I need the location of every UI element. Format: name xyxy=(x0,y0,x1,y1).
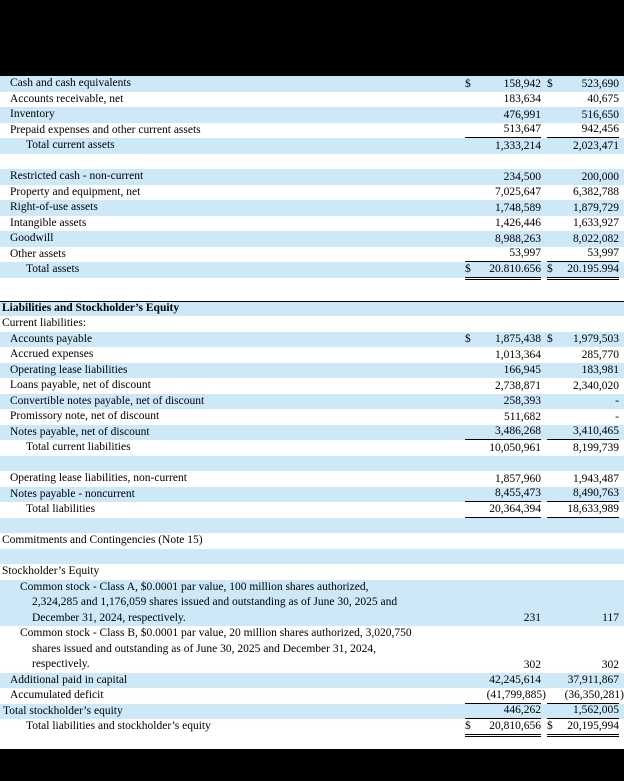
table-row xyxy=(0,231,624,247)
cell-value: 1,875,438 xyxy=(495,333,541,345)
cell-value: 1,426,446 xyxy=(495,217,541,229)
value-col2 xyxy=(547,502,619,518)
table-row xyxy=(0,487,624,503)
value-col2 xyxy=(547,657,619,673)
row-label: Cash and cash equivalents xyxy=(10,77,132,89)
value-col1 xyxy=(465,611,541,627)
value-col2 xyxy=(547,169,619,185)
table-row xyxy=(0,409,624,425)
row-label: Right-of-use assets xyxy=(10,201,98,213)
dollar-sign: $ xyxy=(465,719,471,732)
cell-value: 20,810,656 xyxy=(489,719,541,732)
row-label: Total stockholder’s equity xyxy=(3,704,123,717)
balance-sheet-table xyxy=(0,76,624,749)
cell-value: 40,675 xyxy=(587,93,619,105)
row-label: Accounts receivable, net xyxy=(10,92,124,105)
dollar-sign: $ xyxy=(547,719,553,732)
cell-value: 117 xyxy=(602,612,619,624)
row-label-line: 2,324,285 and 1,176,059 shares issued and outstanding as of June 30, 2025 and xyxy=(32,596,398,608)
cell-value: 18,633,989 xyxy=(567,502,619,515)
table-row xyxy=(0,673,624,689)
value-col1 xyxy=(465,347,541,363)
row-label: Intangible assets xyxy=(10,216,87,229)
value-col1 xyxy=(465,440,541,456)
row-label: Convertible notes payable, net of discount xyxy=(10,394,205,407)
cell-value: 1,633,927 xyxy=(573,217,619,229)
cell-value: 8,455,473 xyxy=(495,487,541,499)
value-col2 xyxy=(547,688,624,704)
table-row xyxy=(0,564,624,580)
row-label: Stockholder’s Equity xyxy=(2,565,100,577)
row-label: Restricted cash - non-current xyxy=(10,170,144,182)
value-col2 xyxy=(547,185,619,201)
row-label: Operating lease liabilities, non-current xyxy=(10,472,187,484)
cell-value: 1,013,364 xyxy=(495,348,541,361)
row-label-line: respectively. xyxy=(32,658,90,670)
value-col1 xyxy=(465,425,541,441)
value-col1 xyxy=(465,123,541,139)
cell-value: 1,333,214 xyxy=(495,139,541,152)
value-col2 xyxy=(547,231,619,247)
row-label: Additional paid in capital xyxy=(10,673,128,686)
cell-value: 3,410,465 xyxy=(573,425,619,437)
cell-value: 37,911,867 xyxy=(567,674,619,686)
dollar-sign: $ xyxy=(547,333,553,345)
row-label: Goodwill xyxy=(10,232,54,244)
value-col1 xyxy=(465,169,541,185)
row-label xyxy=(0,626,465,673)
balance-sheet-rows xyxy=(0,76,624,735)
redacted-header-block xyxy=(0,0,624,76)
value-col1 xyxy=(465,719,541,735)
row-label xyxy=(0,580,465,627)
table-row xyxy=(0,502,624,518)
value-col2 xyxy=(547,138,619,154)
cell-value: 1,748,589 xyxy=(495,201,541,214)
row-label: Property and equipment, net xyxy=(10,185,141,198)
cell-value: 6,382,788 xyxy=(573,186,619,198)
table-row xyxy=(0,247,624,263)
value-col1 xyxy=(465,471,541,487)
cell-value: 158,942 xyxy=(503,77,541,90)
dollar-sign: $ xyxy=(547,77,553,90)
value-col2 xyxy=(547,76,619,92)
cell-value: 942,456 xyxy=(581,123,619,135)
table-row xyxy=(0,216,624,232)
value-col2 xyxy=(547,363,619,379)
row-label: Total assets xyxy=(26,263,80,275)
table-row xyxy=(0,138,624,154)
spacer-row xyxy=(0,549,624,565)
value-col1 xyxy=(465,502,541,518)
cell-value: 53,997 xyxy=(509,247,541,259)
cell-value: 231 xyxy=(523,612,541,624)
table-row xyxy=(0,107,624,123)
cell-value: 302 xyxy=(601,658,619,671)
table-row xyxy=(0,332,624,348)
cell-value: 285,770 xyxy=(581,348,619,361)
value-col1 xyxy=(465,247,541,263)
table-row xyxy=(0,76,624,92)
spacer-row xyxy=(0,456,624,472)
value-col2 xyxy=(547,409,619,425)
spacer-row xyxy=(0,278,624,301)
value-col2 xyxy=(547,471,619,487)
value-col1 xyxy=(465,673,541,689)
row-label: Inventory xyxy=(10,108,55,120)
row-label-line: Common stock - Class A, $0.0001 par value, 100 million shares authorized, xyxy=(20,580,369,593)
value-col1 xyxy=(465,394,541,410)
cell-value: 2,738,871 xyxy=(495,379,541,392)
row-label: Liabilities and Stockholder’s Equity xyxy=(2,301,180,314)
table-row xyxy=(0,363,624,379)
value-col2 xyxy=(547,440,619,456)
table-row xyxy=(0,378,624,394)
row-label-line: Common stock - Class B, $0.0001 par value, 20 million shares authorized, 3,020,750 xyxy=(20,627,412,639)
table-row xyxy=(0,719,624,735)
row-label: Accrued expenses xyxy=(10,348,94,360)
cell-value: (41,799,885) xyxy=(486,688,546,701)
value-col2 xyxy=(547,704,619,720)
value-col1 xyxy=(465,487,541,503)
value-col2 xyxy=(547,719,619,735)
value-col2 xyxy=(547,262,619,278)
value-col2 xyxy=(547,332,619,348)
row-label: Notes payable - noncurrent xyxy=(10,487,135,500)
cell-value: 8,199,739 xyxy=(573,441,619,454)
row-label: Notes payable, net of discount xyxy=(10,425,150,438)
table-row xyxy=(0,200,624,216)
value-col1 xyxy=(465,262,541,278)
value-col2 xyxy=(547,611,619,627)
cell-value: 10,050,961 xyxy=(489,441,541,454)
cell-value: 511,682 xyxy=(504,410,541,423)
dollar-sign: $ xyxy=(465,262,471,275)
row-label: Total liabilities xyxy=(26,503,96,515)
value-col1 xyxy=(465,409,541,425)
table-row xyxy=(0,185,624,201)
row-label-line: shares issued and outstanding as of June 30, 2025 and December 31, 2024, xyxy=(32,642,376,655)
row-label: Loans payable, net of discount xyxy=(10,379,151,391)
cell-value: - xyxy=(615,410,619,423)
dollar-sign: $ xyxy=(465,333,471,345)
value-col1 xyxy=(465,363,541,379)
cell-value: 200,000 xyxy=(581,170,619,183)
value-col2 xyxy=(547,200,619,216)
value-col1 xyxy=(465,138,541,154)
value-col2 xyxy=(547,216,619,232)
table-row xyxy=(0,92,624,108)
row-label: Promissory note, net of discount xyxy=(10,410,160,422)
cell-value: 7,025,647 xyxy=(495,186,541,198)
table-row xyxy=(0,425,624,441)
value-col1 xyxy=(465,185,541,201)
cell-value: 166,945 xyxy=(503,364,541,376)
cell-value: 1,979,503 xyxy=(573,333,619,345)
cell-value: 20.810.656 xyxy=(489,262,541,275)
value-col2 xyxy=(547,123,619,139)
cell-value: 20,195,994 xyxy=(567,719,619,732)
table-row xyxy=(0,533,624,549)
cell-value: 20,364,394 xyxy=(489,502,541,515)
cell-value: 53,997 xyxy=(587,247,619,259)
cell-value: 258,393 xyxy=(503,395,541,407)
row-label: Current liabilities: xyxy=(2,317,86,329)
row-label: Other assets xyxy=(10,247,66,260)
row-label: Total liabilities and stockholder’s equity xyxy=(26,720,211,732)
table-row xyxy=(0,262,624,278)
row-label-line: December 31, 2024, respectively. xyxy=(32,611,186,624)
table-row xyxy=(0,394,624,410)
value-col1 xyxy=(465,657,541,673)
row-label: Total current assets xyxy=(26,139,115,151)
spacer-row xyxy=(0,154,624,170)
value-col1 xyxy=(465,704,541,720)
value-col2 xyxy=(547,347,619,363)
value-col1 xyxy=(465,216,541,232)
table-row xyxy=(0,580,624,627)
value-col1 xyxy=(465,688,546,704)
cell-value: 1,879,729 xyxy=(573,201,619,214)
value-col2 xyxy=(547,673,619,689)
value-col2 xyxy=(547,92,619,108)
value-col2 xyxy=(547,247,619,263)
cell-value: 476,991 xyxy=(503,108,541,121)
row-label: Accounts payable xyxy=(10,332,93,345)
row-label: Accumulated deficit xyxy=(10,689,104,701)
table-row xyxy=(0,123,624,139)
cell-value: 3,486,268 xyxy=(495,425,541,437)
value-col2 xyxy=(547,487,619,503)
cell-value: 2,023,471 xyxy=(573,139,619,152)
table-row xyxy=(0,301,624,317)
table-row xyxy=(0,316,624,332)
table-row xyxy=(0,704,624,720)
cell-value: 20.195.994 xyxy=(567,262,619,275)
cell-value: (36,350,281) xyxy=(564,688,624,701)
row-label: Prepaid expenses and other current assets xyxy=(10,123,201,136)
spacer-row xyxy=(0,518,624,534)
value-col2 xyxy=(547,107,619,123)
cell-value: 183,634 xyxy=(503,93,541,105)
cell-value: 183,981 xyxy=(581,364,619,376)
cell-value: 446,262 xyxy=(503,704,541,716)
redacted-footer-block xyxy=(0,749,624,781)
cell-value: 42,245,614 xyxy=(489,674,541,686)
cell-value: 302 xyxy=(523,658,541,671)
row-label: Operating lease liabilities xyxy=(10,363,128,376)
cell-value: 1,857,960 xyxy=(495,472,541,485)
value-col1 xyxy=(465,107,541,123)
cell-value: 1,943,487 xyxy=(573,472,619,485)
value-col1 xyxy=(465,378,541,394)
value-col2 xyxy=(547,425,619,441)
cell-value: 1,562,005 xyxy=(573,704,619,716)
cell-value: 8,022,082 xyxy=(573,232,619,245)
table-row xyxy=(0,347,624,363)
value-col1 xyxy=(465,200,541,216)
cell-value: 234,500 xyxy=(503,170,541,183)
value-col2 xyxy=(547,378,619,394)
value-col1 xyxy=(465,76,541,92)
table-row xyxy=(0,169,624,185)
cell-value: 516,650 xyxy=(581,108,619,121)
value-col1 xyxy=(465,231,541,247)
cell-value: 523,690 xyxy=(581,77,619,90)
dollar-sign: $ xyxy=(465,77,471,90)
cell-value: 2,340,020 xyxy=(573,379,619,392)
cell-value: 8,988,263 xyxy=(495,232,541,245)
table-row xyxy=(0,471,624,487)
cell-value: - xyxy=(615,395,619,407)
value-col1 xyxy=(465,332,541,348)
table-row xyxy=(0,440,624,456)
table-row xyxy=(0,626,624,673)
dollar-sign: $ xyxy=(547,262,553,275)
cell-value: 513,647 xyxy=(503,123,541,135)
row-label: Total current liabilities xyxy=(26,441,131,453)
table-row xyxy=(0,688,624,704)
value-col1 xyxy=(465,92,541,108)
value-col2 xyxy=(547,394,619,410)
row-label: Commitments and Contingencies (Note 15) xyxy=(2,534,203,546)
cell-value: 8,490,763 xyxy=(573,487,619,499)
